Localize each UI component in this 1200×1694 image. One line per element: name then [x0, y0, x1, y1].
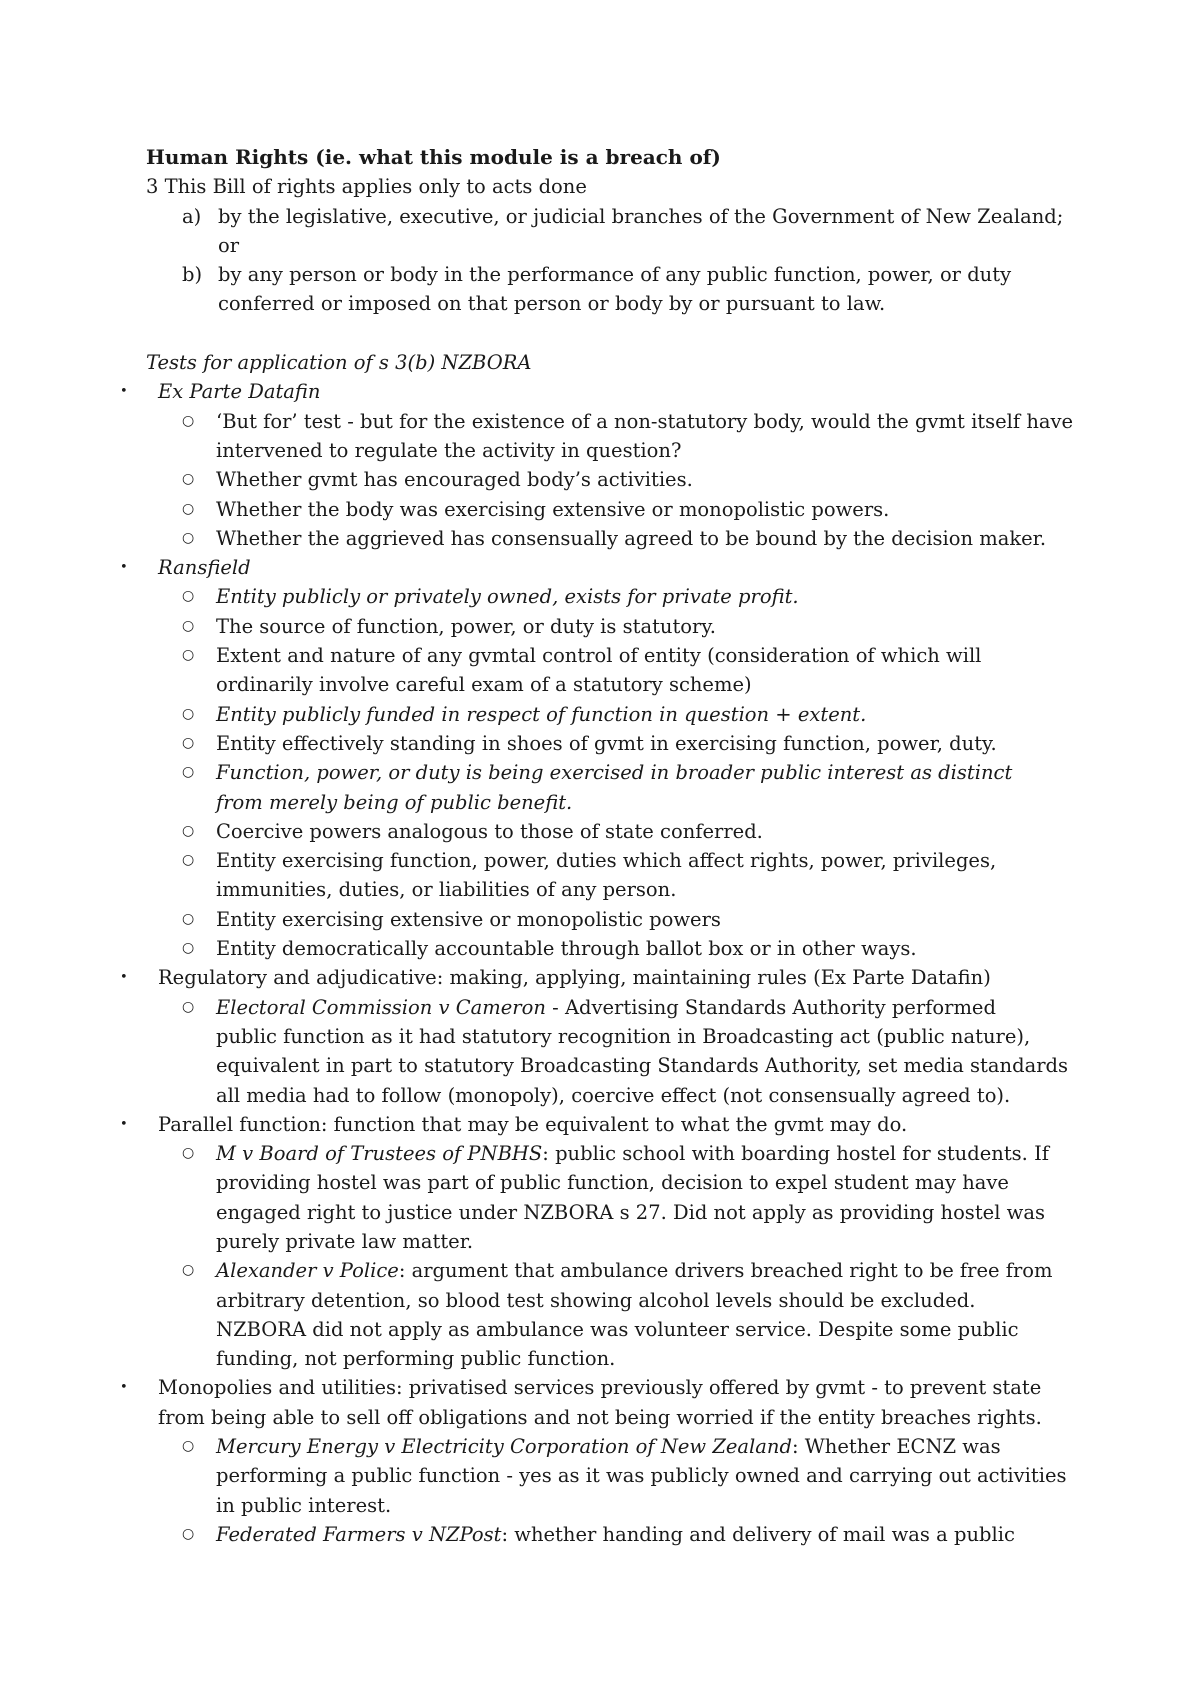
sub-bullet-icon: ○ [182, 617, 195, 634]
sub-bullet-icon: ○ [182, 998, 195, 1015]
bullet-monopolies-cont: from being able to sell off obligations and not being worried if the entity breaches rights. [158, 1405, 1042, 1429]
sub-item: ○ Whether gvmt has encouraged body’s activities. [0, 465, 1200, 494]
sub-item: ○ Alexander v Police: argument that ambulance drivers breached right to be free from [0, 1256, 1200, 1285]
case-name: Electoral Commission v Cameron [216, 995, 546, 1019]
bullet-icon: • [120, 384, 128, 400]
bullet-ex-parte-datafin: • Ex Parte Datafin [0, 377, 1200, 406]
sub-item-cont: NZBORA did not apply as ambulance was volunteer service. Despite some public [216, 1317, 1019, 1341]
sub-bullet-icon: ○ [182, 500, 195, 517]
bullet-ransfield: • Ransfield [0, 553, 1200, 582]
sub-bullet-icon: ○ [182, 910, 195, 927]
sub-item-cont: purely private law matter. [216, 1229, 474, 1253]
sub-item-cont: equivalent in part to statutory Broadcasting Standards Authority, set media standards [216, 1054, 1069, 1078]
clause-b-line-1: b) by any person or body in the performance of any public function, power, or duty [0, 260, 1200, 289]
bullet-icon: • [120, 970, 128, 986]
sub-item: ○ Entity publicly or privately owned, exists for private profit. [0, 582, 1200, 611]
sub-item-cont: engaged right to justice under NZBORA s 27. Did not apply as providing hostel was [216, 1200, 1045, 1224]
sub-item: ○ ‘But for’ test - but for the existence of a non-statutory body, would the gvmt itself have [0, 407, 1200, 436]
sub-item: ○ Entity exercising function, power, duties which affect rights, power, privileges, [0, 846, 1200, 875]
sub-bullet-icon: ○ [182, 1438, 195, 1455]
sub-bullet-icon: ○ [182, 734, 195, 751]
heading: Human Rights (ie. what this module is a breach of) [146, 145, 721, 169]
sub-bullet-icon: ○ [182, 471, 195, 488]
sub-item: ○ Extent and nature of any gvmtal control of entity (consideration of which will [0, 641, 1200, 670]
sub-bullet-icon: ○ [182, 647, 195, 664]
spacer [0, 319, 1200, 348]
intro-text: 3 This Bill of rights applies only to acts done [146, 175, 587, 199]
sub-bullet-icon: ○ [182, 852, 195, 869]
sub-bullet-icon: ○ [182, 822, 195, 839]
tests-heading: Tests for application of s 3(b) NZBORA [146, 351, 532, 375]
bullet-parallel-function: • Parallel function: function that may be equivalent to what the gvmt may do. [0, 1110, 1200, 1139]
clause-b-line-2: conferred or imposed on that person or body by or pursuant to law. [218, 292, 886, 316]
sub-item-cont: from merely being of public benefit. [216, 790, 573, 814]
sub-item: ○ Entity democratically accountable through ballot box or in other ways. [0, 934, 1200, 963]
sub-item-cont: all media had to follow (monopoly), coercive effect (not consensually agreed to). [216, 1083, 1011, 1107]
sub-item-cont: arbitrary detention, so blood test showing alcohol levels should be excluded. [216, 1288, 976, 1312]
sub-bullet-icon: ○ [182, 1145, 195, 1162]
sub-item-cont: in public interest. [216, 1493, 392, 1517]
sub-item: ○ Mercury Energy v Electricity Corporation of New Zealand: Whether ECNZ was [0, 1432, 1200, 1461]
bullet-regulatory: • Regulatory and adjudicative: making, applying, maintaining rules (Ex Parte Datafin) [0, 963, 1200, 992]
sub-item: ○ Whether the aggrieved has consensually agreed to be bound by the decision maker. [0, 524, 1200, 553]
sub-item-cont: providing hostel was part of public function, decision to expel student may have [216, 1171, 1009, 1195]
case-name: M v Board of Trustees of PNBHS [216, 1142, 543, 1166]
clause-a-line-1: a) by the legislative, executive, or judicial branches of the Government of New Zealand; [0, 202, 1200, 231]
sub-bullet-icon: ○ [182, 1262, 195, 1279]
sub-item-cont: funding, not performing public function. [216, 1347, 616, 1371]
sub-item: ○ Entity exercising extensive or monopolistic powers [0, 905, 1200, 934]
sub-item-cont: performing a public function - yes as it was publicly owned and carrying out activities [216, 1464, 1067, 1488]
sub-item: ○ The source of function, power, or duty is statutory. [0, 612, 1200, 641]
sub-item-cont: public function as it had statutory recognition in Broadcasting act (public nature), [216, 1024, 1031, 1048]
sub-item: ○ Electoral Commission v Cameron - Advertising Standards Authority performed [0, 993, 1200, 1022]
bullet-icon: • [120, 560, 128, 576]
document-body [0, 143, 1200, 1549]
clause-a-label: a) [182, 204, 202, 228]
sub-item: ○ Entity effectively standing in shoes of gvmt in exercising function, power, duty. [0, 729, 1200, 758]
sub-item-cont: ordinarily involve careful exam of a statutory scheme) [216, 673, 752, 697]
sub-item: ○ Whether the body was exercising extensive or monopolistic powers. [0, 495, 1200, 524]
sub-item: ○ M v Board of Trustees of PNBHS: public school with boarding hostel for students. If [0, 1139, 1200, 1168]
sub-item-cont: intervened to regulate the activity in question? [216, 438, 682, 462]
clause-b-label: b) [182, 263, 203, 287]
sub-bullet-icon: ○ [182, 764, 195, 781]
sub-bullet-icon: ○ [182, 705, 195, 722]
clause-a-line-2: or [218, 233, 240, 257]
bullet-icon: • [120, 1380, 128, 1396]
sub-bullet-icon: ○ [182, 529, 195, 546]
bullet-monopolies: • Monopolies and utilities: privatised services previously offered by gvmt - to prevent state [0, 1373, 1200, 1402]
sub-item: ○ Function, power, or duty is being exercised in broader public interest as distinct [0, 758, 1200, 787]
sub-item-cont: immunities, duties, or liabilities of any person. [216, 878, 677, 902]
case-name: Mercury Energy v Electricity Corporation of New Zealand [216, 1435, 792, 1459]
sub-bullet-icon: ○ [182, 588, 195, 605]
case-name: Alexander v Police [216, 1259, 399, 1283]
sub-bullet-icon: ○ [182, 940, 195, 957]
bullet-icon: • [120, 1116, 128, 1132]
sub-item: ○ Federated Farmers v NZPost: whether handing and delivery of mail was a public [0, 1520, 1200, 1549]
case-name: Federated Farmers v NZPost [216, 1522, 502, 1546]
sub-item: ○ Coercive powers analogous to those of state conferred. [0, 817, 1200, 846]
sub-bullet-icon: ○ [182, 412, 195, 429]
sub-bullet-icon: ○ [182, 1525, 195, 1542]
sub-item: ○ Entity publicly funded in respect of function in question + extent. [0, 700, 1200, 729]
